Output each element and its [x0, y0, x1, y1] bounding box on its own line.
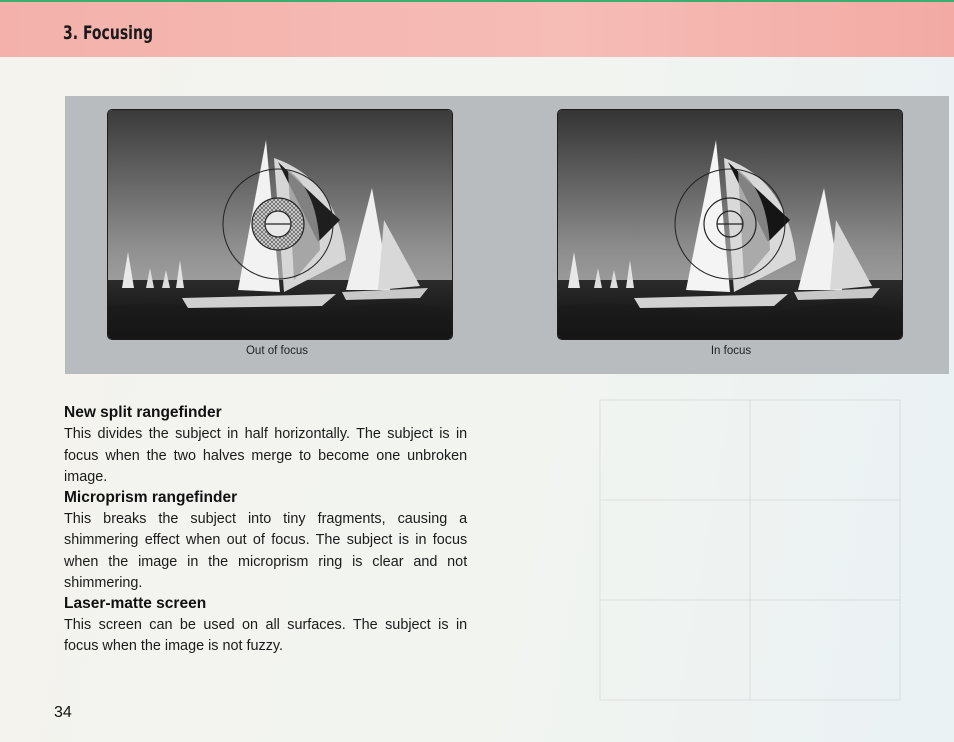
page-number: 34	[54, 704, 72, 721]
caption-out-of-focus: Out of focus	[245, 345, 308, 357]
term-microprism-rangefinder: Microprism rangefinder	[64, 488, 238, 506]
sailboat-image-out-of-focus	[108, 110, 452, 339]
term-laser-matte-screen: Laser-matte screen	[64, 594, 207, 612]
desc-microprism-rangefinder: This breaks the subject into tiny fragments, causing a shimmering effect when out of focus. The subject is in focus when the image in the microprism ring is clear and not shimmering.	[64, 509, 468, 591]
caption-in-focus: In focus	[710, 345, 752, 357]
page-title: 3. Focusing	[63, 22, 153, 44]
show-through-diagram	[560, 380, 950, 720]
photo-in-focus	[557, 109, 903, 340]
desc-split-rangefinder: This divides the subject in half horizontally. The subject is in focus when the two halves merge to become one unbroken image.	[64, 425, 468, 485]
header-band	[0, 0, 954, 57]
photo-out-of-focus	[107, 109, 453, 340]
sailboat-image-in-focus	[558, 110, 902, 339]
desc-laser-matte-screen: This screen can be used on all surfaces. The subject is in focus when the image is not fuzzy.	[64, 615, 468, 654]
term-split-rangefinder: New split rangefinder	[64, 404, 222, 421]
photo-panel	[65, 96, 949, 374]
focusing-screens-text	[64, 403, 470, 657]
